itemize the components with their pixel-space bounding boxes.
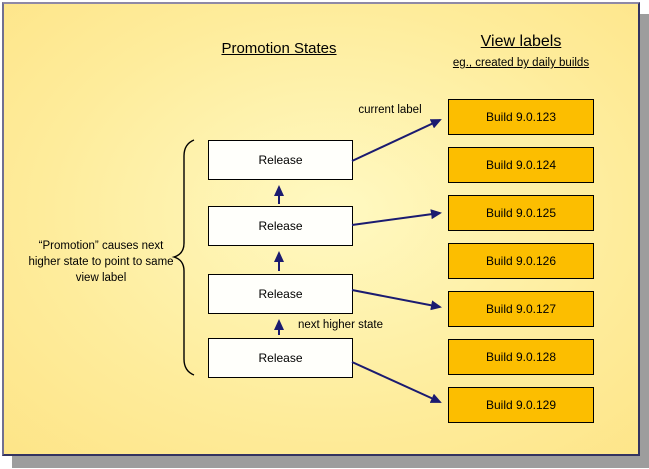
build-label-box-126: Build 9.0.126 bbox=[448, 243, 594, 279]
current-label-annotation: current label bbox=[358, 104, 422, 116]
label-arrow-4 bbox=[352, 362, 440, 402]
view-labels-subtitle: eg., created by daily builds bbox=[452, 57, 590, 69]
release-state-box-4: Release bbox=[208, 338, 353, 378]
release-state-box-2: Release bbox=[208, 206, 353, 246]
promotion-note: “Promotion” causes next higher state to point to same view label bbox=[28, 240, 174, 284]
build-label-box-123: Build 9.0.123 bbox=[448, 99, 594, 135]
build-label-box-124: Build 9.0.124 bbox=[448, 147, 594, 183]
label-arrow-3 bbox=[352, 290, 440, 307]
label-arrow-current bbox=[352, 120, 440, 161]
promotion-states-title: Promotion States bbox=[221, 40, 337, 57]
build-label-box-129: Build 9.0.129 bbox=[448, 387, 594, 423]
next-higher-state-annotation: next higher state bbox=[298, 319, 384, 331]
build-label-box-128: Build 9.0.128 bbox=[448, 339, 594, 375]
view-labels-title: View labels bbox=[480, 33, 562, 50]
release-state-box-3: Release bbox=[208, 274, 353, 314]
release-state-box-1: Release bbox=[208, 140, 353, 180]
label-arrow-2 bbox=[352, 213, 440, 225]
build-label-box-127: Build 9.0.127 bbox=[448, 291, 594, 327]
diagram-page bbox=[2, 2, 640, 456]
build-label-box-125: Build 9.0.125 bbox=[448, 195, 594, 231]
